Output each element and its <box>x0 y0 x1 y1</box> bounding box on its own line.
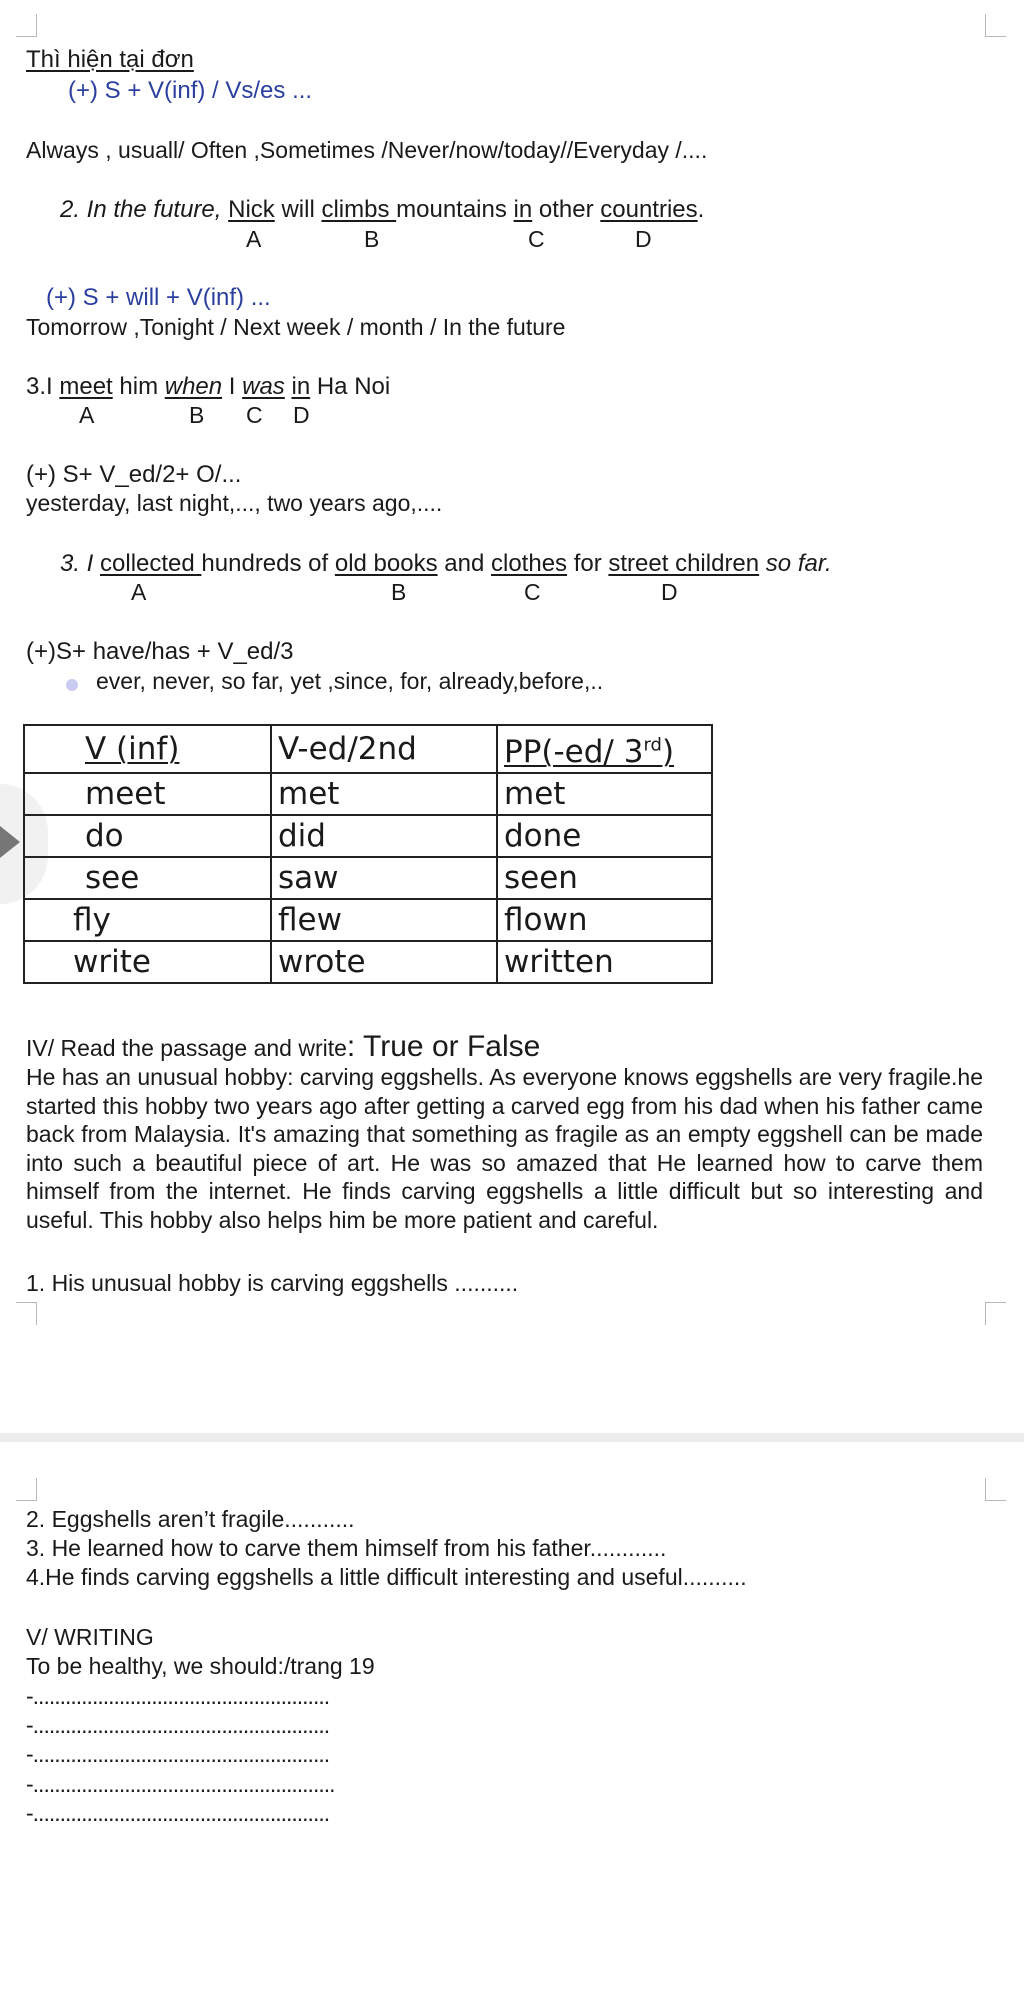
q3b-label-b: B <box>391 579 407 605</box>
q2-label-c: C <box>528 226 545 252</box>
past-simple-formula: (+) S+ V_ed/2+ O/... <box>26 461 242 488</box>
table-cell: write <box>24 941 271 983</box>
q3b-label-c: C <box>524 579 541 605</box>
q2-option-c: in <box>513 196 533 223</box>
q3b-label-d: D <box>661 579 678 605</box>
present-perfect-signal-words: ever, never, so far, yet ,since, for, already,before,.. <box>96 668 604 694</box>
table-row <box>24 773 712 815</box>
table-cell: did <box>271 815 497 857</box>
writing-answer-line[interactable]: -....................................................... <box>26 1683 330 1709</box>
writing-answer-line[interactable]: -....................................................... <box>26 1800 330 1826</box>
page-corner-mark <box>16 14 37 37</box>
table-cell: met <box>271 773 497 815</box>
question-3b <box>60 550 832 578</box>
q3b-text: so far. <box>759 550 832 577</box>
page-corner-mark <box>985 1478 1006 1501</box>
reading-question-1: 1. His unusual hobby is carving eggshells .......... <box>26 1270 519 1296</box>
future-simple-signal-words: Tomorrow ,Tonight / Next week / month / In the future <box>26 314 566 340</box>
q3b-option-b: old books <box>334 550 438 577</box>
table-cell: wrote <box>271 941 497 983</box>
q2-label-a: A <box>246 226 262 252</box>
writing-heading: V/ WRITING <box>26 1624 154 1650</box>
present-simple-signal-words: Always , usuall/ Often ,Sometimes /Never/now/today//Everyday /.... <box>26 137 708 163</box>
q3a-text: I <box>222 373 243 400</box>
q3b-text: for <box>567 550 609 577</box>
table-cell: flew <box>271 899 497 941</box>
q2-text: 2. In the future, <box>60 196 229 223</box>
q3b-text: and <box>437 550 491 577</box>
q3b-option-c: clothes <box>491 550 568 577</box>
page-corner-mark <box>16 1302 37 1325</box>
q2-label-d: D <box>635 226 652 252</box>
q3a-text: 3.I <box>26 373 60 400</box>
q2-text: . <box>697 196 705 223</box>
q3b-text: hundreds of <box>201 550 335 577</box>
reading-heading: IV/ Read the passage and write: True or False <box>26 1030 541 1063</box>
q3a-label-c: C <box>246 402 263 428</box>
q3b-option-a: collected <box>100 550 202 577</box>
q2-label-b: B <box>364 226 380 252</box>
table-cell: meet <box>24 773 271 815</box>
q3a-label-d: D <box>293 402 310 428</box>
reading-question-4: 4.He finds carving eggshells a little difficult interesting and useful.......... <box>26 1564 747 1590</box>
q3a-label-b: B <box>189 402 205 428</box>
page-corner-mark <box>16 1478 37 1501</box>
page-corner-mark <box>985 1302 1006 1325</box>
q3b-option-d: street children <box>608 550 760 577</box>
q3a-text: him <box>112 373 165 400</box>
page-corner-mark <box>985 14 1006 37</box>
q2-text: will <box>274 196 322 223</box>
table-cell: saw <box>271 857 497 899</box>
q2-text: mountains <box>396 196 514 223</box>
reading-question-2: 2. Eggshells aren’t fragile........... <box>26 1506 355 1532</box>
q3a-text: Ha Noi <box>310 373 391 400</box>
table-cell: seen <box>497 857 712 899</box>
q3a-option-b: when <box>164 373 223 400</box>
question-2 <box>60 196 704 224</box>
table-row <box>24 899 712 941</box>
table-cell: do <box>24 815 271 857</box>
q2-option-b: climbs <box>321 196 397 223</box>
bullet-icon <box>66 679 78 691</box>
table-cell: flown <box>497 899 712 941</box>
table-cell: done <box>497 815 712 857</box>
page-break <box>0 1433 1024 1442</box>
table-header-cell: PP(-ed/ 3rd) <box>497 725 712 773</box>
table-cell: fly <box>24 899 271 941</box>
writing-answer-line[interactable]: -........................................................ <box>26 1771 335 1797</box>
table-row <box>24 941 712 983</box>
table-cell: met <box>497 773 712 815</box>
present-simple-formula: (+) S + V(inf) / Vs/es ... <box>68 77 313 104</box>
section-title-present-simple: Thì hiện tại đơn <box>26 46 194 73</box>
writing-answer-line[interactable]: -....................................................... <box>26 1741 330 1767</box>
writing-answer-line[interactable]: -....................................................... <box>26 1712 330 1738</box>
past-simple-signal-words: yesterday, last night,..., two years ago,.... <box>26 490 443 516</box>
table-header-cell: V (inf) <box>24 725 271 773</box>
question-3a <box>26 373 390 401</box>
q3a-label-a: A <box>79 402 95 428</box>
q2-text: other <box>532 196 601 223</box>
irregular-verb-table <box>23 724 713 984</box>
table-header-cell: V-ed/2nd <box>271 725 497 773</box>
q2-option-d: countries <box>600 196 698 223</box>
q3b-text: 3. I <box>60 550 101 577</box>
table-row <box>24 857 712 899</box>
writing-prompt: To be healthy, we should:/trang 19 <box>26 1653 375 1679</box>
table-cell: written <box>497 941 712 983</box>
expand-arrow-icon[interactable] <box>0 826 20 858</box>
reading-question-3: 3. He learned how to carve them himself from his father............ <box>26 1535 667 1561</box>
table-cell: see <box>24 857 271 899</box>
q3a-option-d: in <box>291 373 311 400</box>
reading-passage: He has an unusual hobby: carving eggshells. As everyone knows eggshells are very fragile.he started this hobby two years ago after getting a carved egg from his dad when his father came back from Malaysia. It's amazing that something as fragile as an empty eggshell can be made into such a beautiful piece of art. He was so amazed that He learned how to carve them himself from the internet. He finds carving eggshells a little difficult but so interesting and useful. This hobby also helps him be more patient and careful. <box>26 1064 983 1233</box>
table-row <box>24 815 712 857</box>
q2-option-a: Nick <box>228 196 275 223</box>
q3b-label-a: A <box>131 579 147 605</box>
table-header-row <box>24 725 712 773</box>
q3a-option-a: meet <box>59 373 113 400</box>
q3a-option-c: was <box>242 373 285 400</box>
future-simple-formula: (+) S + will + V(inf) ... <box>46 284 271 311</box>
present-perfect-formula: (+)S+ have/has + V_ed/3 <box>26 638 294 665</box>
